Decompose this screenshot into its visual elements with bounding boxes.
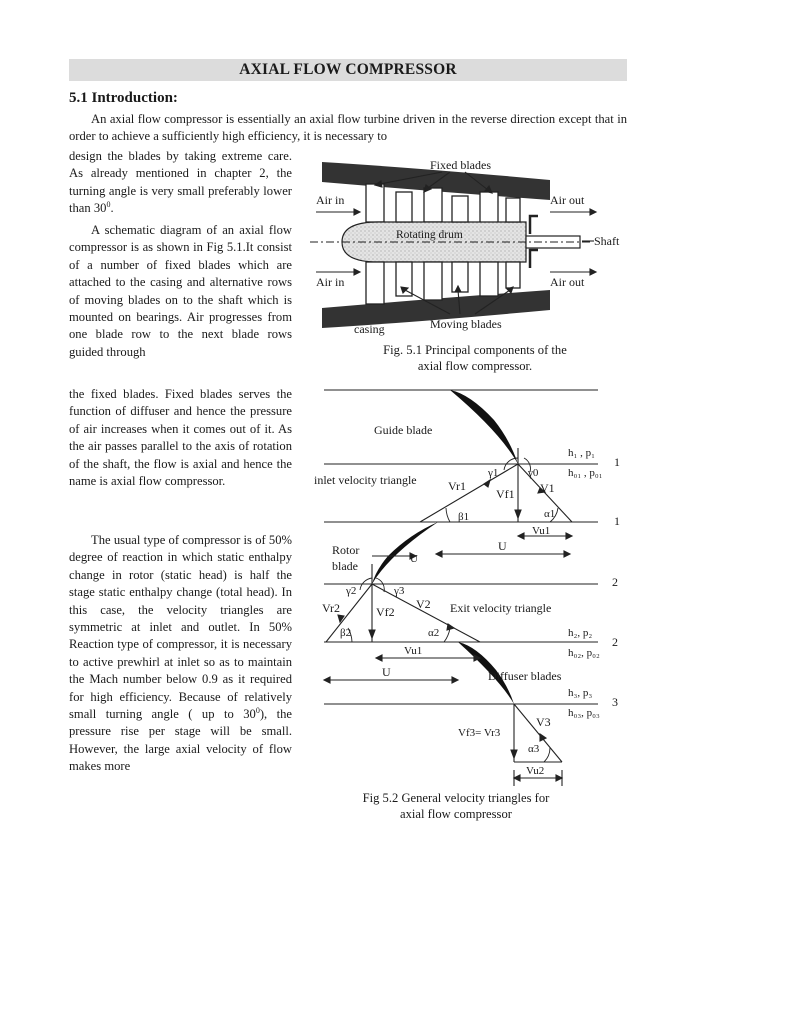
label-h2: h₂, p₂ <box>568 627 593 639</box>
label-air-in-top: Air in <box>316 193 345 207</box>
label-station-1b: 1 <box>614 514 620 528</box>
label-blade: blade <box>332 559 358 573</box>
paragraph-turning-angle: design the blades by taking extreme care. As already mentioned in chapter 2, the turning angle is very small preferably lower than $30^0$. <box>69 149 292 216</box>
label-u-rotor: U <box>410 553 418 565</box>
figure-5-1-caption: Fig. 5.1 Principal components of the axial flow compressor. <box>383 343 567 373</box>
paragraph-fixed-blades: the fixed blades. Fixed blades serves the function of diffuser and hence the pressure of air increases when it comes out of it. As the air passes parallel to the axis of rotation of the shaft, the flow is axial and hence the name is axial flow compressor. <box>69 387 292 489</box>
label-air-in-bottom: Air in <box>316 275 345 289</box>
label-vf3-vr3: Vf3= Vr3 <box>458 727 501 739</box>
paragraph-schematic: A schematic diagram of an axial flow compressor is as shown in Fig 5.1.It consist of a number of fixed blades which are attached to the casing and alternative rows of moving blades on to the shaft which is mounted on bearings. Air progresses from one blade row to the next blade rows guided through <box>69 223 292 359</box>
label-h1: h₁ , p₁ <box>568 447 595 459</box>
label-inlet-velocity-triangle: inlet velocity triangle <box>314 473 417 487</box>
label-air-out-top: Air out <box>550 193 585 207</box>
label-h03: h₀₃, p₀₃ <box>568 707 600 719</box>
paragraph-reaction: The usual type of compressor is of 50% degree of reaction in which static enthalpy change in rotor (static head) is half the stage static enthalpy change (total head). In this case, the velocity triangles are symmetric at inlet and outlet. In 50% Reaction type of compressor, it is necessary to active prewhirl at inlet so as to maintain the Mach number below 0.9 as it required for high efficiency. Because of relatively small turning angle ( up to $30^0$), the pressure rise per stage will be small. However, the large axial velocity of flow makes more <box>69 533 292 774</box>
label-station-3: 3 <box>612 695 618 709</box>
label-gamma3: γ3 <box>394 585 405 597</box>
rotor-blade-shape <box>372 522 438 584</box>
label-vu2: Vu2 <box>526 765 545 777</box>
figure-5-2-velocity-triangles <box>300 384 630 794</box>
label-vu1-bottom: Vu1 <box>404 645 423 657</box>
label-h02: h₀₂, p₀₂ <box>568 647 600 659</box>
label-beta2: β2 <box>340 627 352 639</box>
label-moving-blades: Moving blades <box>430 317 502 331</box>
label-u-bottom: U <box>382 665 391 679</box>
label-vr2: Vr2 <box>322 601 340 615</box>
label-rotor: Rotor <box>332 543 360 557</box>
label-v1: V1 <box>540 481 555 495</box>
section-heading: 5.1 Introduction: <box>69 90 178 106</box>
page-title: AXIAL FLOW COMPRESSOR <box>69 59 627 81</box>
label-station-1a: 1 <box>614 455 620 469</box>
label-beta1: β1 <box>458 511 470 523</box>
label-exit-velocity-triangle: Exit velocity triangle <box>450 601 552 615</box>
moving-blades-top <box>396 192 520 222</box>
label-u-mid: U <box>498 539 507 553</box>
intro-paragraph: An axial flow compressor is essentially an axial flow turbine driven in the reverse direction except that in order to achieve a sufficiently high efficiency, it is necessary to <box>69 112 627 144</box>
label-diffuser-blades: Diffuser blades <box>488 669 562 683</box>
label-station-2b: 2 <box>612 635 618 649</box>
label-casing: casing <box>354 322 385 336</box>
label-gamma1: γ1 <box>488 467 499 479</box>
label-vr1: Vr1 <box>448 479 466 493</box>
label-fixed-blades: Fixed blades <box>430 158 491 172</box>
label-guide-blade: Guide blade <box>374 423 433 437</box>
label-alpha2: α2 <box>428 627 440 639</box>
label-gamma0: γ0 <box>528 467 539 479</box>
label-vf1: Vf1 <box>496 487 515 501</box>
label-h3: h₃, p₃ <box>568 687 593 699</box>
label-gamma2: γ2 <box>346 585 357 597</box>
label-air-out-bottom: Air out <box>550 275 585 289</box>
label-v2: V2 <box>416 597 431 611</box>
label-rotating-drum: Rotating drum <box>396 229 463 241</box>
label-vu1-top: Vu1 <box>532 525 551 537</box>
figure-5-2-caption: Fig 5.2 General velocity triangles for axial flow compressor <box>362 791 550 821</box>
label-station-2a: 2 <box>612 575 618 589</box>
label-h01: h₀₁ , p₀₁ <box>568 467 603 479</box>
figure-5-1-compressor-schematic <box>300 150 630 342</box>
label-v3: V3 <box>536 715 551 729</box>
label-shaft: Shaft <box>594 234 620 248</box>
label-vf2: Vf2 <box>376 605 395 619</box>
label-alpha1: α1 <box>544 508 556 520</box>
label-alpha3: α3 <box>528 743 540 755</box>
guide-blade-shape <box>450 390 518 464</box>
